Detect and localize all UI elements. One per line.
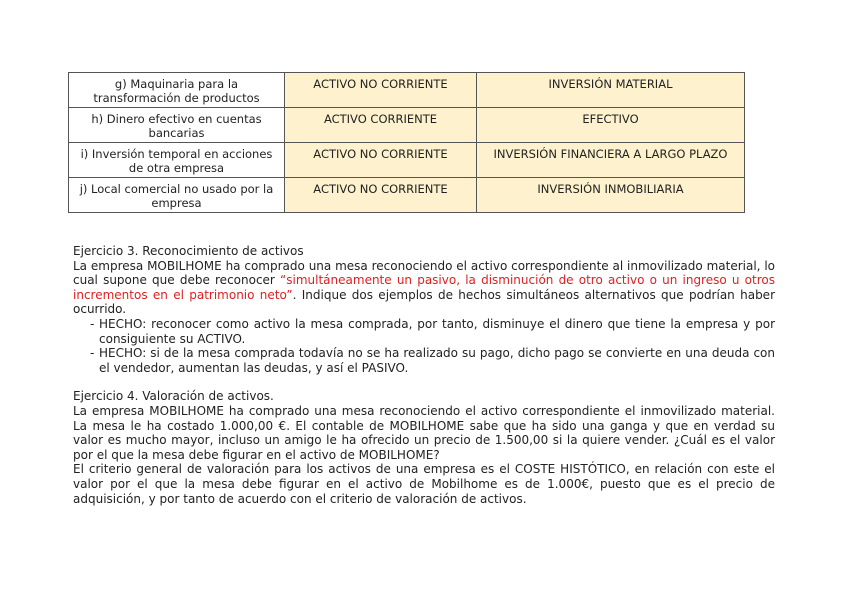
exercises-section [73, 244, 775, 506]
exercise-4 [73, 389, 775, 506]
asset-class-cell: ACTIVO NO CORRIENTE [285, 143, 477, 178]
exercise-3 [73, 244, 775, 375]
table-row [69, 143, 745, 178]
asset-type-cell: INVERSIÓN FINANCIERA A LARGO PLAZO [477, 143, 745, 178]
asset-class-cell: ACTIVO CORRIENTE [285, 108, 477, 143]
table-row [69, 178, 745, 213]
answer-text: HECHO: si de la mesa comprada todavía no se ha realizado su pago, dicho pago se convierte en una deuda con el vendedor, aumentan las deudas, y así el PASIVO. [99, 346, 775, 375]
exercise-4-answer: El criterio general de valoración para los activos de una empresa es el COSTE HISTÓTICO, en relación con este el valor por el que la mesa debe figurar en el activo de Mobilhome es de 1.000€, puesto que es el precio de adquisición, y por tanto de acuerdo con el criterio de valoración de activos. [73, 462, 775, 506]
answer-text: HECHO: reconocer como activo la mesa comprada, por tanto, disminuye el dinero que tiene la empresa y por consiguiente su ACTIVO. [99, 316, 775, 346]
asset-classification-table [68, 72, 745, 213]
table-row [69, 73, 745, 108]
list-item [73, 346, 775, 375]
asset-item-cell: h) Dinero efectivo en cuentas bancarias [69, 108, 285, 143]
exercise-4-statement: La empresa MOBILHOME ha comprado una mesa reconociendo el activo correspondiente el inmovilizado material. La mesa le ha costado 1.000,00 €. El contable de MOBILHOME sabe que ha sido una ganga y que en verdad su valor es mucho mayor, incluso un amigo le ha ofrecido un precio de 1.500,00 si la quiere vender. ¿Cuál es el valor por el que la mesa debe figurar en el activo de MOBILHOME? [73, 403, 775, 462]
asset-type-cell: EFECTIVO [477, 108, 745, 143]
exercise-3-statement-start: La empresa MOBILHOME ha comprado una mesa reconociendo el activo correspondiente al inmovilizado material, lo cual supone que debe reconocer [73, 258, 775, 288]
exercise-3-statement-end: . Indique dos ejemplos de hechos simultáneos alternativos que podrían haber ocurrido. [73, 287, 775, 317]
dash-bullet: - [90, 316, 95, 331]
list-item [73, 317, 775, 346]
asset-type-cell: INVERSIÓN INMOBILIARIA [477, 178, 745, 213]
asset-class-cell: ACTIVO NO CORRIENTE [285, 178, 477, 213]
dash-bullet: - [90, 346, 95, 361]
exercise-3-answers [73, 317, 775, 375]
asset-type-cell: INVERSIÓN MATERIAL [477, 73, 745, 108]
asset-item-cell: i) Inversión temporal en acciones de otra empresa [69, 143, 285, 178]
exercise-3-quote: “simultáneamente un pasivo, la disminución de otro activo o un ingreso u otros incrementos en el patrimonio neto” [73, 273, 775, 302]
exercise-3-statement [73, 259, 775, 317]
table-row [69, 108, 745, 143]
exercise-3-title: Ejercicio 3. Reconocimiento de activos [73, 244, 304, 258]
asset-class-cell: ACTIVO NO CORRIENTE [285, 73, 477, 108]
asset-item-cell: g) Maquinaria para la transformación de productos [69, 73, 285, 108]
exercise-4-title: Ejercicio 4. Valoración de activos. [73, 389, 274, 404]
asset-item-cell: j) Local comercial no usado por la empresa [69, 178, 285, 213]
